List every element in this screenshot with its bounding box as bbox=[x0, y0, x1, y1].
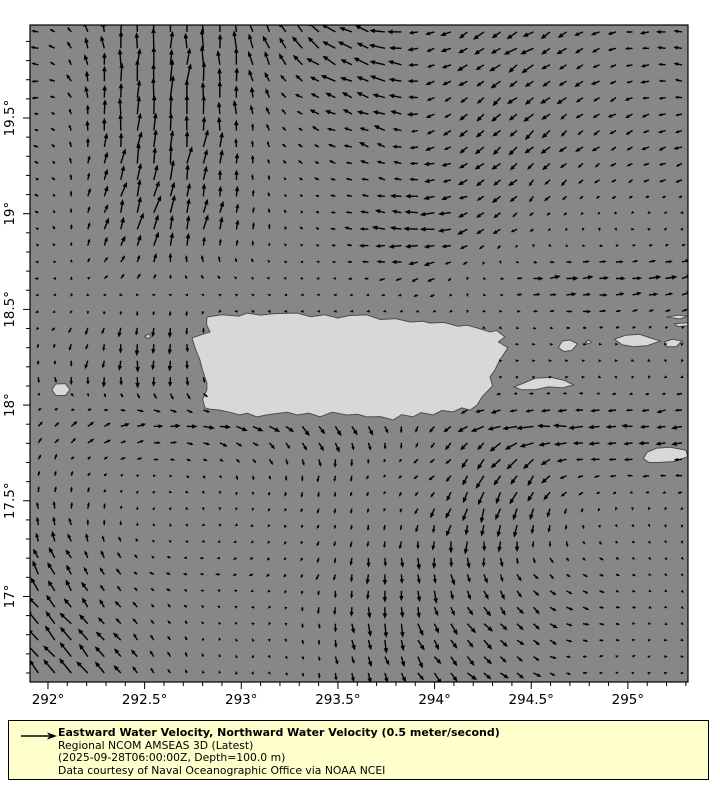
legend-time-depth-line: (2025-09-28T06:00:00Z, Depth=100.0 m) bbox=[58, 751, 286, 765]
legend-credit-line: Data courtesy of Naval Oceanographic Office via NOAA NCEI bbox=[58, 763, 386, 777]
y-tick-label: 18° bbox=[2, 393, 18, 418]
x-tick-label: 294° bbox=[418, 692, 451, 708]
y-tick-label: 17° bbox=[2, 584, 18, 609]
legend-text-block bbox=[58, 727, 500, 777]
y-tick-label: 19.5° bbox=[2, 99, 18, 137]
legend-model-line: Regional NCOM AMSEAS 3D (Latest) bbox=[58, 738, 254, 752]
y-tick-label: 18.5° bbox=[2, 290, 18, 328]
legend-title: Eastward Water Velocity, Northward Water Velocity (0.5 meter/second) bbox=[58, 726, 500, 739]
legend-box bbox=[8, 720, 709, 780]
land-puerto-rico bbox=[192, 313, 508, 420]
x-tick-label: 293.5° bbox=[315, 692, 361, 708]
reference-arrow-icon bbox=[20, 730, 58, 742]
x-tick-label: 292.5° bbox=[121, 692, 168, 708]
x-tick-label: 295° bbox=[611, 692, 645, 708]
land-mona-island bbox=[52, 384, 70, 396]
y-tick-label: 19° bbox=[2, 201, 18, 226]
x-tick-label: 293° bbox=[225, 692, 258, 708]
y-tick-label: 17.5° bbox=[2, 482, 18, 520]
x-tick-label: 292° bbox=[31, 692, 65, 708]
x-tick-label: 294.5° bbox=[508, 692, 554, 708]
